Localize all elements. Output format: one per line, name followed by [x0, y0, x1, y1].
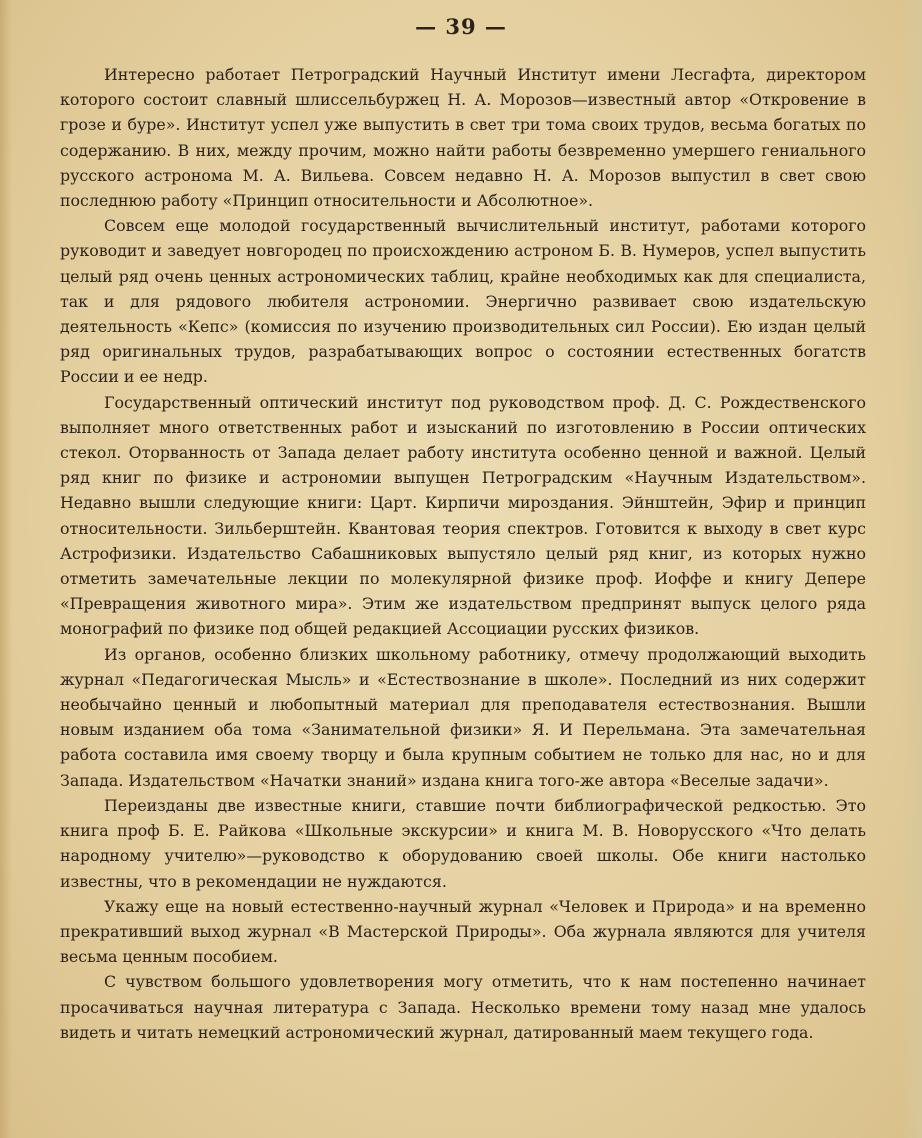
paragraph-optical-institute: Государственный оптический институт под руководством проф. Д. С. Рождественского выполняет много ответственных работ и изысканий по изготовлению в России оптических стекол. Оторванность от Запада делает работу института особенно ценной и важной. Целый ряд книг по физике и астрономии выпущен Петроградским «Научным Издательством». Недавно вышли следующие книги: Царт. Кирпичи мироздания. Эйнштейн, Эфир и принцип относительности. Зильберштейн. Квантовая теория спектров. Готовится к выходу в свет курс Астрофизики. Издательство Сабашниковых выпустяло целый ряд книг, из которых нужно отметить замечательные лекции по молекулярной физике проф. Иоффе и книгу Депере «Превращения животного мира». Этим же издательством предпринят выпуск целого ряда монографий по физике под общей редакцией Ассоциации русских физиков.	[60, 392, 866, 639]
paragraph-western-literature: С чувством большого удовлетворения могу отметить, что к нам постепенно начинает просачиваться научная литература с Запада. Несколько времени тому назад мне удалось видеть и читать немецкий астрономический журнал, датированный маем текущего года.	[60, 972, 866, 1042]
page-right-edge	[900, 0, 922, 1138]
page-number: — 39 —	[415, 14, 507, 39]
paragraph-school-journals: Из органов, особенно близких школьному работнику, отмечу продолжающий выходить журнал «Педагогическая Мысль» и «Естествознание в школе». Последний из них содержит необычайно ценный и любопытный материал для преподавателя естествознания. Вышли новым изданием оба тома «Занимательной физики» Я. И Перельмана. Эта замечательная работа составила имя своему творцу и была крупным событием не только для нас, но и для Запада. Издательством «Начатки знаний» издана книга того-же автора «Веселые задачи».	[60, 644, 866, 790]
paragraph-lesgaft-institute: Интересно работает Петроградский Научный Институт имени Лесгафта, директором которого состоит славный шлиссельбуржец Н. А. Морозов—известный автор «Откровение в грозе и буре». Институт успел уже выпустить в свет три тома своих трудов, весьма богатых по содержанию. В них, между прочим, можно найти работы безвременно умершего гениального русского астронома М. А. Вильева. Совсем недавно Н. А. Морозов выпустил в свет свою последнюю работу «Принцип относительности и Абсолютное».	[60, 65, 866, 211]
paragraph-new-journal: Укажу еще на новый естественно-научный журнал «Человек и Природа» и на временно прекративший выход журнал «В Мастерской Природы». Оба журнала являются для учителя весьма ценным пособием.	[60, 896, 866, 967]
page-left-edge-shadow	[0, 0, 12, 1138]
paragraph-computing-institute: Совсем еще молодой государственный вычислительный институт, работами которого руководит и заведует новгородец по происхождению астроном Б. В. Нумеров, успел выпустить целый ряд очень ценных астрономических таблиц, крайне необходимых как для специалиста, так и для рядового любителя астрономии. Энергично развивает свою издательскую деятельность «Кепс» (комиссия по изучению производительных сил России). Ею издан целый ряд оригинальных трудов, разрабатывающих вопрос о состоянии естественных богатств России и ее недр.	[60, 216, 866, 387]
body-text	[60, 62, 866, 1045]
paragraph-republished-books: Переизданы две известные книги, ставшие почти библиографической редкостью. Это книга проф Б. Е. Райкова «Школьные экскурсии» и книга М. В. Новорусского «Что делать народному учителю»—руководство к оборудованию своей школы. Обе книги настолько известны, что в рекомендации не нуждаются.	[60, 795, 866, 891]
